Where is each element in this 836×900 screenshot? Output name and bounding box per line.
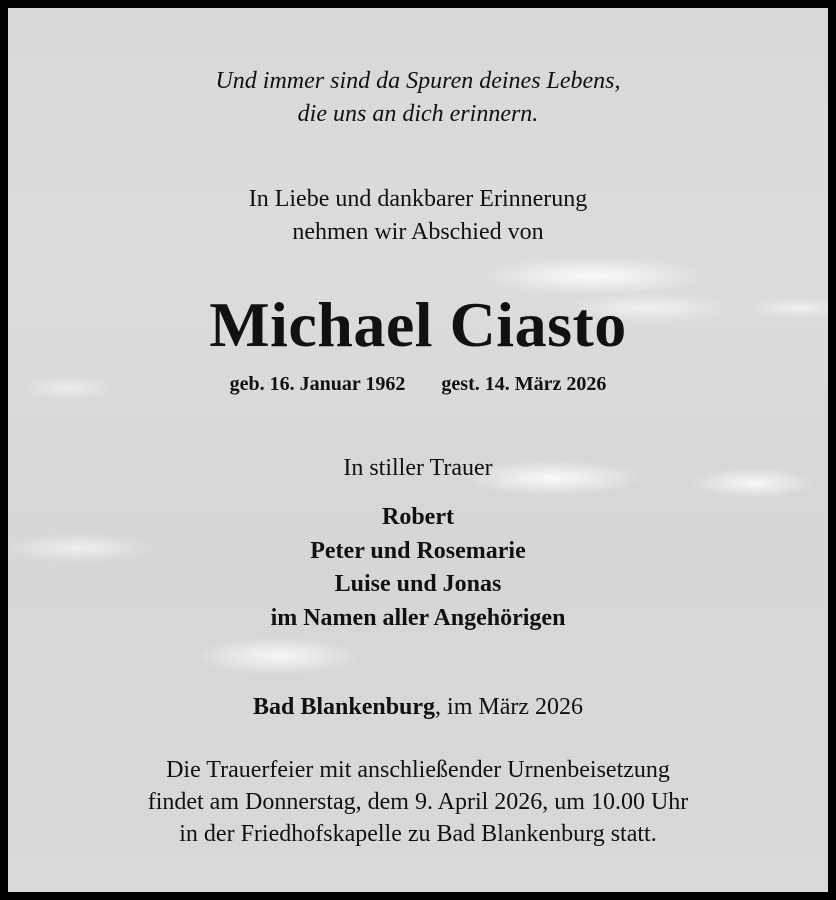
mourner-name: Peter und Rosemarie [310, 537, 526, 564]
ceremony-info [8, 754, 828, 850]
intro-line-1: In Liebe und dankbarer Erinnerung [248, 186, 588, 212]
mourner-name: Luise und Jonas [334, 571, 502, 597]
motto-line-1: Und immer sind da Spuren deines Lebens, [215, 68, 621, 94]
intro-text [8, 183, 828, 249]
birth-date: geb. 16. Januar 1962 [229, 373, 406, 395]
notice-date: , im März 2026 [435, 694, 584, 720]
mourner-name: im Namen aller Angehörigen [270, 604, 566, 631]
place-name: Bad Blankenburg [252, 694, 436, 720]
motto-line-2: die uns an dich erinnern. [297, 101, 539, 127]
mourner-name: Robert [382, 504, 454, 530]
mourners-list [8, 501, 828, 635]
mourning-heading: In stiller Trauer [343, 455, 493, 481]
intro-line-2: nehmen wir Abschied von [292, 219, 544, 245]
ceremony-line-1: Die Trauerfeier mit anschließender Urnenbeisetzung [166, 757, 670, 783]
motto-quote [8, 65, 828, 131]
life-dates [8, 370, 828, 398]
ceremony-line-2: findet am Donnerstag, dem 9. April 2026, um 10.00 Uhr [147, 789, 689, 815]
death-date: gest. 14. März 2026 [441, 373, 607, 395]
deceased-name: Michael Ciasto [209, 289, 627, 360]
ceremony-line-3: in der Friedhofskapelle zu Bad Blankenburg statt. [179, 821, 657, 847]
place-and-date [8, 691, 828, 724]
